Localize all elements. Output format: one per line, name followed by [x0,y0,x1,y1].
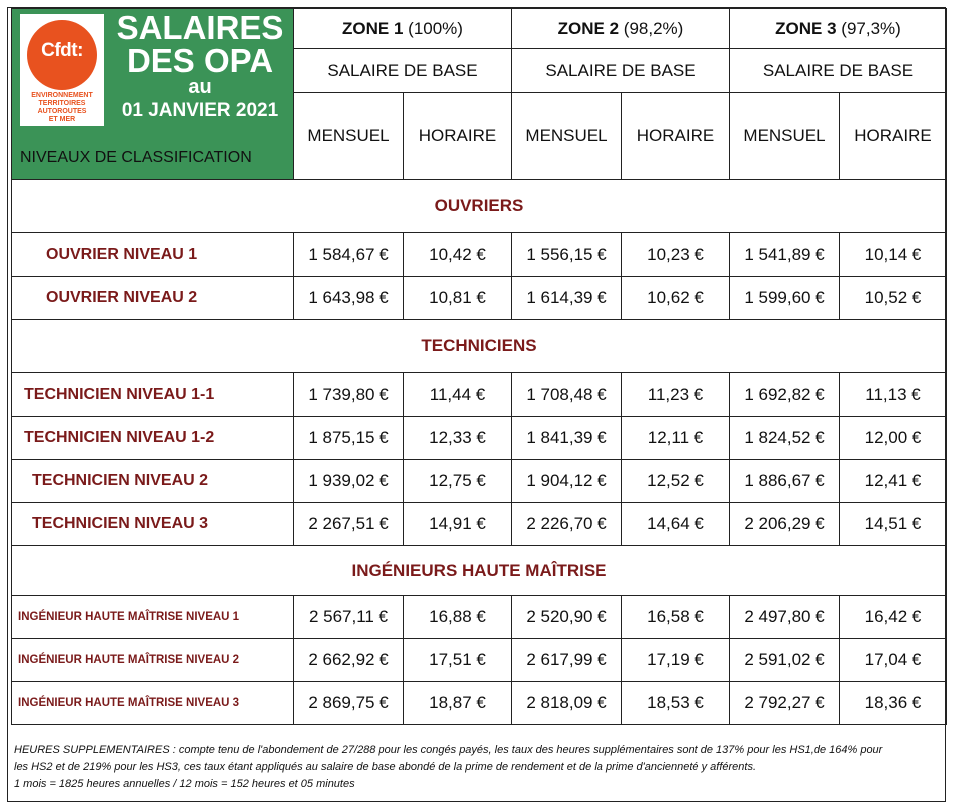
cell: 2 818,09 € [512,682,622,725]
cell: 1 904,12 € [512,460,622,503]
cell: 12,52 € [622,460,730,503]
zone-1-horaire-header: HORAIRE [404,93,512,180]
cell: 17,51 € [404,639,512,682]
cell: 18,53 € [622,682,730,725]
cell: 14,64 € [622,503,730,546]
salary-table [11,8,947,725]
cell: 2 869,75 € [294,682,404,725]
zone-1-mensuel-header: MENSUEL [294,93,404,180]
cell: 12,11 € [622,417,730,460]
document-title [104,11,296,120]
cell: 17,19 € [622,639,730,682]
cell: 10,14 € [840,233,947,277]
zone-2-base: SALAIRE DE BASE [512,49,730,93]
cell: 1 841,39 € [512,417,622,460]
row-label: TECHNICIEN NIVEAU 2 [12,460,294,503]
cell: 1 541,89 € [730,233,840,277]
table-row [12,417,947,460]
cell: 12,75 € [404,460,512,503]
zone-2-horaire-header: HORAIRE [622,93,730,180]
cell: 1 643,98 € [294,277,404,320]
cell: 2 591,02 € [730,639,840,682]
title-line-2: DES OPA [126,42,274,79]
cell: 11,44 € [404,373,512,417]
cell: 18,36 € [840,682,947,725]
table-row [12,503,947,546]
cell: 12,33 € [404,417,512,460]
title-date: 01 JANVIER 2021 [121,100,279,121]
zone-1-base: SALAIRE DE BASE [294,49,512,93]
section-techniciens: TECHNICIENS [12,320,947,373]
row-label: TECHNICIEN NIVEAU 1-1 [12,373,294,417]
table-row [12,277,947,320]
cell: 2 226,70 € [512,503,622,546]
cell: 11,13 € [840,373,947,417]
table-row [12,639,947,682]
cell: 12,41 € [840,460,947,503]
cell: 2 567,11 € [294,596,404,639]
niveaux-label: NIVEAUX DE CLASSIFICATION [20,149,252,166]
cell: 1 614,39 € [512,277,622,320]
cell: 1 692,82 € [730,373,840,417]
zone-3-header: ZONE 3 (97,3%) [730,9,947,49]
cell: 1 875,15 € [294,417,404,460]
cell: 1 886,67 € [730,460,840,503]
cfdt-subtitle: ENVIRONNEMENT TERRITOIRES AUTOROUTES ET MER [31,92,93,123]
table-row [12,233,947,277]
zone-3-horaire-header: HORAIRE [840,93,947,180]
cell: 14,91 € [404,503,512,546]
table-row [12,682,947,725]
cell: 1 939,02 € [294,460,404,503]
cell: 11,23 € [622,373,730,417]
cell: 18,87 € [404,682,512,725]
cfdt-logo [20,14,104,126]
cell: 10,81 € [404,277,512,320]
notes-line-3: 1 mois = 1825 heures annuelles / 12 mois = 152 heures et 05 minutes [14,778,355,790]
row-label: TECHNICIEN NIVEAU 3 [12,503,294,546]
zone-1-header: ZONE 1 (100%) [294,9,512,49]
overtime-notes [14,742,944,793]
zone-2-mensuel-header: MENSUEL [512,93,622,180]
cell: 16,42 € [840,596,947,639]
cell: 14,51 € [840,503,947,546]
cell: 2 206,29 € [730,503,840,546]
cell: 2 267,51 € [294,503,404,546]
logo-header-cell [12,9,294,180]
cell: 1 824,52 € [730,417,840,460]
cell: 10,23 € [622,233,730,277]
cell: 1 708,48 € [512,373,622,417]
cell: 2 662,92 € [294,639,404,682]
row-label: OUVRIER NIVEAU 1 [12,233,294,277]
cell: 16,88 € [404,596,512,639]
cell: 12,00 € [840,417,947,460]
table-row [12,373,947,417]
section-ouvriers: OUVRIERS [12,180,947,233]
notes-line-1: HEURES SUPPLEMENTAIRES : compte tenu de l'abondement de 27/288 pour les congés payés, les taux des heures supplémentaires sont de 137% pour les HS1,de 164% pour [14,744,883,756]
zone-2-header: ZONE 2 (98,2%) [512,9,730,49]
cell: 1 739,80 € [294,373,404,417]
cell: 17,04 € [840,639,947,682]
row-label: TECHNICIEN NIVEAU 1-2 [12,417,294,460]
cell: 2 792,27 € [730,682,840,725]
cell: 16,58 € [622,596,730,639]
cfdt-brand-text: Cfdt: [41,40,83,61]
cell: 1 556,15 € [512,233,622,277]
table-row [12,596,947,639]
cell: 1 584,67 € [294,233,404,277]
zone-3-base: SALAIRE DE BASE [730,49,947,93]
cell: 2 497,80 € [730,596,840,639]
section-ingenieurs: INGÉNIEURS HAUTE MAÎTRISE [12,546,947,596]
cell: 1 599,60 € [730,277,840,320]
cell: 10,52 € [840,277,947,320]
row-label: INGÉNIEUR HAUTE MAÎTRISE NIVEAU 2 [12,639,294,682]
title-line-3: au [188,76,212,98]
zone-3-mensuel-header: MENSUEL [730,93,840,180]
row-label: INGÉNIEUR HAUTE MAÎTRISE NIVEAU 3 [12,682,294,725]
cell: 2 520,90 € [512,596,622,639]
row-label: INGÉNIEUR HAUTE MAÎTRISE NIVEAU 1 [12,596,294,639]
cell: 10,42 € [404,233,512,277]
notes-line-2: les HS2 et de 219% pour les HS3, ces taux étant appliqués au salaire de base abondé de la prime de rendement et de la prime d'ancienneté y afférents. [14,761,757,773]
cell: 10,62 € [622,277,730,320]
table-row [12,460,947,503]
row-label: OUVRIER NIVEAU 2 [12,277,294,320]
title-line-1: SALAIRES [116,9,284,46]
cell: 2 617,99 € [512,639,622,682]
